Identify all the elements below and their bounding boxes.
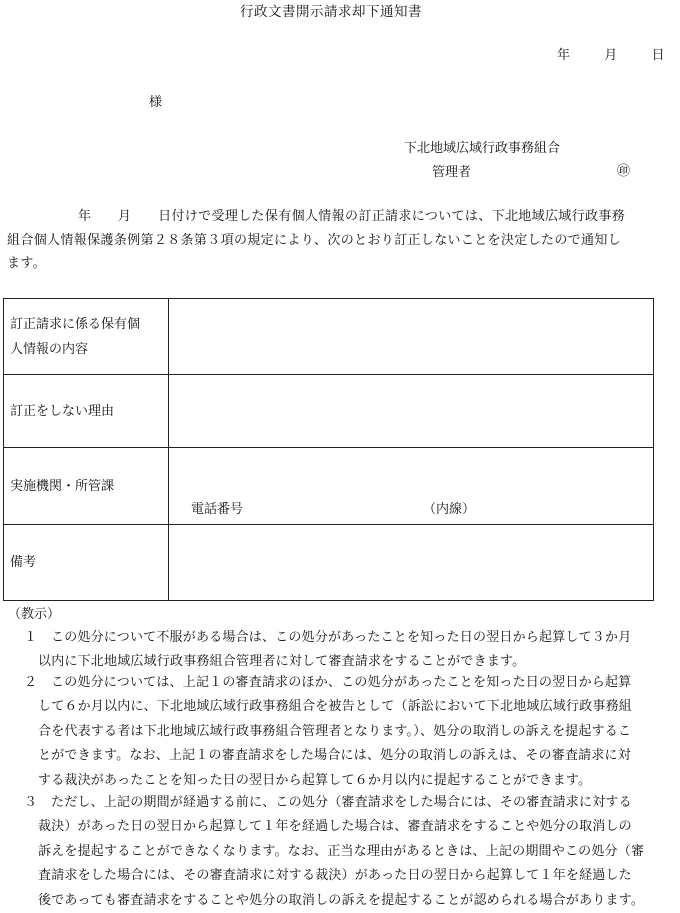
document-title: 行政文書開示請求却下通知書 [240,4,422,20]
label-line: 人情報の内容 [10,341,89,357]
table-row-reason [4,375,654,448]
instruction-number: ２ [24,675,38,690]
instruction-line: ただし、上記の期間が経過する前に、この処分（審査請求をした場合には、その審査請求に対する [51,795,632,810]
table-row-department [4,448,654,525]
label-content [4,299,169,375]
instructions-heading: （教示） [8,607,61,622]
instruction-line: する裁決があったことを知った日の翌日から起算して６か月以内に提起することができます。 [38,772,592,788]
instruction-line: 裁決）があった日の翌日から起算して１年を経過した場合は、審査請求をすることや処分の取消しの [38,819,632,835]
instruction-item [24,791,673,913]
label-line: 訂正請求に係る保有個 [10,316,141,332]
date-line [557,44,665,63]
organization-name: 下北地域広域行政事務組合 [404,141,561,156]
instruction-line: 合を代表する者は下北地域広域行政事務組合管理者となります。）、処分の取消しの訴えを提起するこ [38,723,632,739]
table-row-remarks [4,525,654,601]
label-remarks: 備考 [4,525,169,601]
instruction-number: １ [24,630,38,645]
table-row-content [4,299,654,375]
date-year: 年 [557,48,571,63]
intro-line: 組合個人情報保護条例第２８条第３項の規定により、次のとおり訂正しないことを決定したので通知し [7,232,622,248]
intro-line: 年 月 日付けで受理した保有個人情報の訂正請求については、下北地域広域行政事務 [78,209,626,224]
instruction-line: 訴えを提起することができなくなります。なお、正当な理由があるときは、上記の期間やこの処分（審 [38,843,645,859]
instruction-line: この処分については、上記１の審査請求のほか、この処分があったことを知った日の翌日から起算 [51,675,632,690]
instruction-item [24,671,673,793]
value-content[interactable] [169,299,654,375]
seal-mark: ㊞ [617,164,631,179]
phone-label: 電話番号 [191,502,244,517]
date-day: 日 [651,48,665,63]
addressee-suffix: 様 [149,95,163,110]
administrator-label: 管理者 [432,165,472,180]
instruction-line: とができます。なお、上記１の審査請求をした場合には、処分の取消しの訴えは、その審査請求に対 [38,748,631,764]
instruction-line: 査請求をした場合には、その審査請求に対する裁決）があった日の翌日から起算して１年を経過した [38,868,632,884]
instruction-line: 後であっても審査請求をすることや処分の取消しの訴えを提起することが認められる場合があります。 [38,892,645,908]
value-reason[interactable] [169,375,654,448]
instruction-line: 以内に下北地域広域行政事務組合管理者に対して審査請求をすることができます。 [38,654,526,670]
instruction-line: この処分について不服がある場合は、この処分があったことを知った日の翌日から起算して３か月 [51,630,632,645]
label-reason: 訂正をしない理由 [4,375,169,448]
value-department[interactable] [169,448,654,525]
label-department: 実施機関・所管課 [4,448,169,525]
instruction-line: して６か月以内に、下北地域広域行政事務組合を被告として（訴訟において下北地域広域行政事務組 [38,699,633,715]
instruction-item [24,626,673,675]
instruction-number: ３ [24,795,38,810]
extension-label: （内線） [423,502,476,517]
intro-line: ます。 [7,256,47,271]
notice-table [3,298,654,601]
value-remarks[interactable] [169,525,654,601]
intro-paragraph [7,205,667,276]
date-month: 月 [604,48,618,63]
